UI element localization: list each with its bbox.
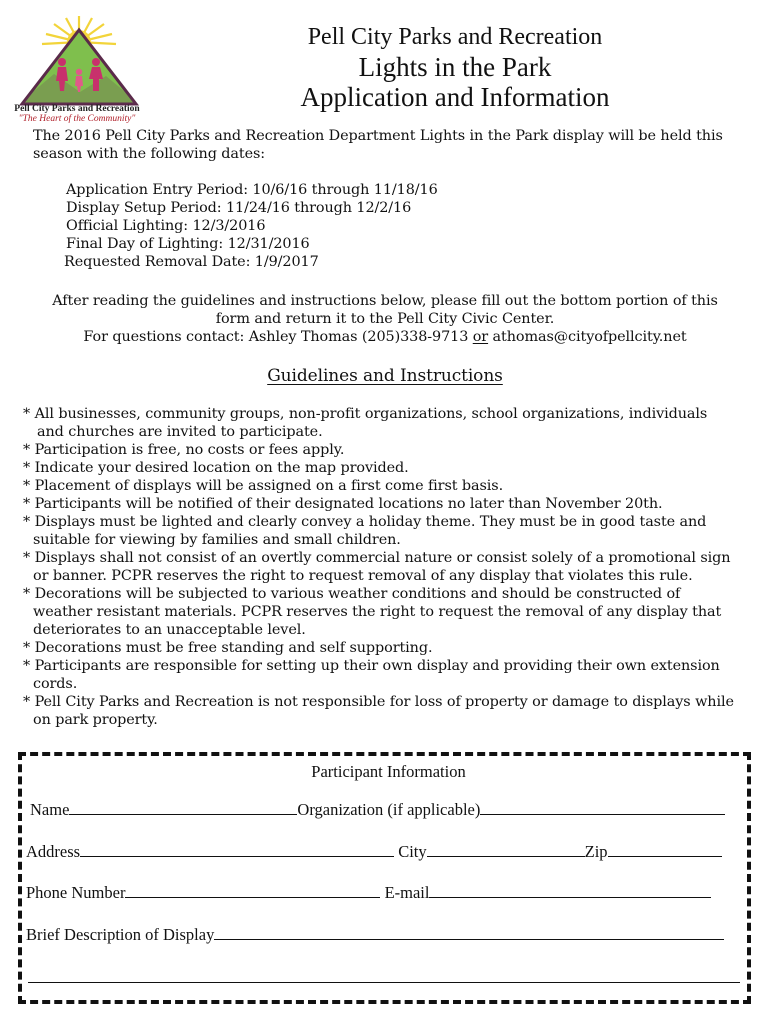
instructions-paragraph bbox=[0, 292, 770, 346]
date-item: Final Day of Lighting: 12/31/2016 bbox=[66, 236, 310, 252]
page-header bbox=[255, 22, 655, 112]
guideline-item: * Participation is free, no costs or fees apply. bbox=[23, 442, 345, 458]
contact-line bbox=[0, 328, 770, 346]
guideline-item: * Pell City Parks and Recreation is not responsible for loss of property or damage to displays while bbox=[23, 694, 734, 710]
intro-line: season with the following dates: bbox=[33, 146, 266, 162]
instructions-line: form and return it to the Pell City Civic Center. bbox=[215, 311, 555, 327]
guideline-item: * Displays must be lighted and clearly convey a holiday theme. They must be in good taste and bbox=[23, 514, 707, 530]
contact-text: For questions contact: Ashley Thomas (205)338-9713 bbox=[83, 329, 473, 345]
date-item: Display Setup Period: 11/24/16 through 12/2/16 bbox=[66, 200, 412, 216]
guideline-item: * All businesses, community groups, non-profit organizations, school organizations, individuals bbox=[23, 406, 708, 422]
intro-paragraph bbox=[33, 127, 723, 163]
form-title: Participant Information bbox=[311, 762, 466, 781]
page-subtitle: Application and Information bbox=[300, 82, 610, 112]
guidelines-list bbox=[23, 405, 734, 729]
logo-tagline: "The Heart of the Community" bbox=[18, 114, 136, 124]
guideline-item: * Decorations will be subjected to various weather conditions and should be constructed of bbox=[23, 586, 681, 602]
guideline-item-continued: deteriorates to an unacceptable level. bbox=[33, 622, 306, 638]
date-item: Application Entry Period: 10/6/16 through 11/18/16 bbox=[66, 182, 438, 198]
guideline-item: * Placement of displays will be assigned on a first come first basis. bbox=[23, 478, 504, 494]
description-label: Brief Description of Display bbox=[26, 925, 215, 944]
participant-form bbox=[18, 752, 751, 1004]
guideline-item: * Decorations must be free standing and self supporting. bbox=[23, 640, 433, 656]
description-field[interactable] bbox=[214, 926, 724, 940]
zip-field[interactable] bbox=[608, 843, 722, 857]
guidelines-heading bbox=[0, 366, 770, 386]
green-hills bbox=[22, 30, 136, 104]
header-org-name: Pell City Parks and Recreation bbox=[307, 24, 603, 50]
email-field[interactable] bbox=[429, 884, 711, 898]
organization-field[interactable] bbox=[480, 801, 725, 815]
address-label: Address bbox=[26, 842, 81, 861]
instructions-line: After reading the guidelines and instructions below, please fill out the bottom portion of this bbox=[52, 293, 718, 309]
date-item: Official Lighting: 12/3/2016 bbox=[66, 218, 266, 234]
guideline-item: * Indicate your desired location on the map provided. bbox=[23, 460, 409, 476]
email-label: E-mail bbox=[384, 883, 430, 902]
name-field[interactable] bbox=[69, 801, 297, 815]
guideline-item-continued: and churches are invited to participate. bbox=[37, 424, 323, 440]
dates-list bbox=[66, 181, 438, 271]
guideline-item-continued: suitable for viewing by families and small children. bbox=[33, 532, 401, 548]
city-label: City bbox=[398, 842, 427, 861]
address-field[interactable] bbox=[80, 843, 394, 857]
guideline-item-continued: cords. bbox=[33, 676, 78, 692]
guideline-item: * Displays shall not consist of an overtly commercial nature or consist solely of a promotional sign bbox=[23, 550, 731, 566]
phone-row bbox=[26, 883, 711, 903]
contact-or: or bbox=[472, 329, 489, 345]
intro-line: The 2016 Pell City Parks and Recreation Department Lights in the Park display will be held this bbox=[33, 128, 723, 144]
phone-field[interactable] bbox=[125, 884, 380, 898]
description-row bbox=[26, 925, 724, 945]
contact-email[interactable]: athomas@cityofpellcity.net bbox=[488, 329, 687, 345]
phone-label: Phone Number bbox=[26, 883, 126, 902]
organization-label: Organization (if applicable) bbox=[297, 800, 481, 819]
city-field[interactable] bbox=[427, 843, 585, 857]
guidelines-heading-text: Guidelines and Instructions bbox=[267, 366, 503, 386]
guideline-item-continued: weather resistant materials. PCPR reserves the right to request the removal of any display that bbox=[33, 604, 722, 620]
logo-caption bbox=[14, 104, 140, 124]
guideline-item: * Participants are responsible for setting up their own display and providing their own extension bbox=[23, 658, 720, 674]
guideline-item-continued: or banner. PCPR reserves the right to request removal of any display that violates this rule. bbox=[33, 568, 693, 584]
guideline-item: * Participants will be notified of their designated locations no later than November 20th. bbox=[23, 496, 663, 512]
address-row bbox=[26, 842, 722, 862]
zip-label: Zip bbox=[584, 842, 608, 861]
name-label: Name bbox=[30, 800, 70, 819]
page-title: Lights in the Park bbox=[358, 52, 552, 82]
description-field-extra-line[interactable] bbox=[28, 982, 740, 983]
date-item: Requested Removal Date: 1/9/2017 bbox=[64, 254, 319, 270]
logo-org-name: Pell City Parks and Recreation bbox=[14, 104, 140, 114]
name-row bbox=[30, 800, 725, 820]
guideline-item-continued: on park property. bbox=[33, 712, 158, 728]
